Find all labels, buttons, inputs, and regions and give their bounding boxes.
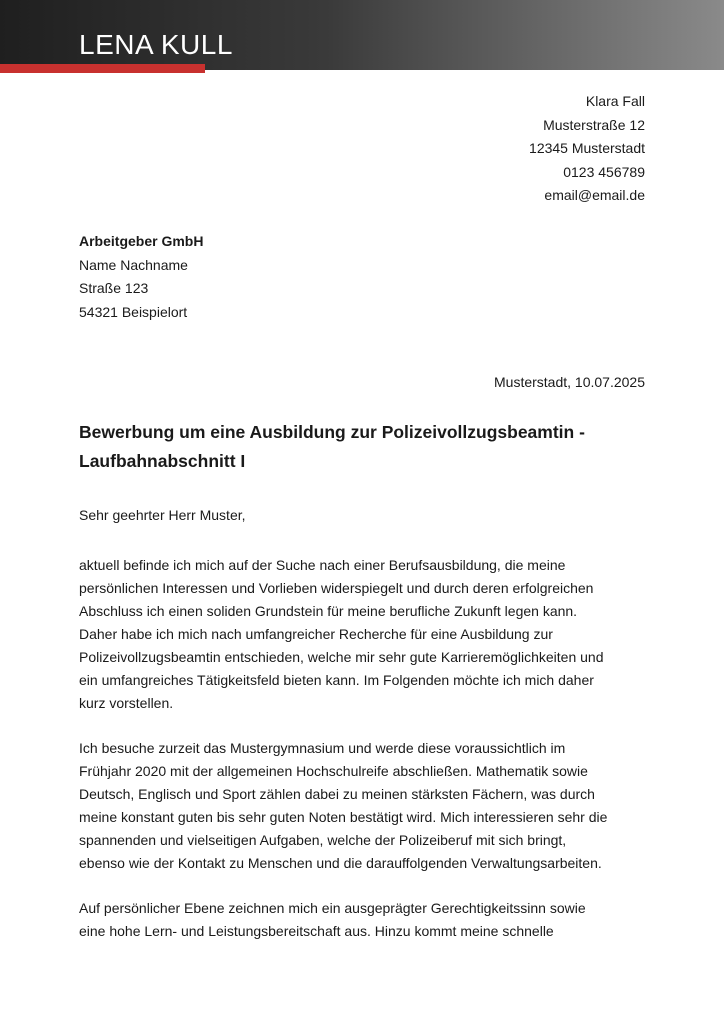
body-paragraph (79, 737, 647, 875)
recipient-city: 54321 Beispielort (79, 303, 188, 320)
body-line: Deutsch, Englisch und Sport zählen dabei zu meinen stärksten Fächern, was durch (79, 786, 595, 802)
applicant-name-heading: LENA KULL (79, 29, 233, 60)
body-line: spannenden und vielseitigen Aufgaben, welche der Polizeiberuf mit sich bringt, (79, 832, 567, 848)
body-paragraph (79, 554, 647, 715)
subject-line: Laufbahnabschnitt I (79, 451, 246, 471)
body-line: aktuell befinde ich mich auf der Suche nach einer Berufsausbildung, die meine (79, 557, 566, 573)
body-line: Frühjahr 2020 mit der allgemeinen Hochschulreife abschließen. Mathematik sowie (79, 763, 588, 779)
body-line: meine konstant guten bis sehr guten Noten bestätigt wird. Mich interessieren sehr die (79, 809, 608, 825)
header-accent-bar (0, 64, 205, 73)
sender-address-block (529, 90, 645, 208)
subject-line: Bewerbung um eine Ausbildung zur Polizeivollzugsbeamtin - (79, 422, 585, 442)
recipient-street: Straße 123 (79, 280, 149, 296)
body-line: Ich besuche zurzeit das Mustergymnasium und werde diese voraussichtlich im (79, 740, 566, 756)
salutation: Sehr geehrter Herr Muster, (79, 507, 246, 523)
recipient-contact: Name Nachname (79, 256, 188, 273)
body-line: kurz vorstellen. (79, 695, 174, 711)
sender-name: Klara Fall (585, 93, 645, 109)
body-line: Polizeivollzugsbeamtin entschieden, welche mir sehr gute Karrieremöglichkeiten und (79, 649, 604, 665)
body-line: ebenso wie der Kontakt zu Menschen und die darauffolgenden Verwaltungsarbeiten. (79, 855, 602, 871)
body-line: Abschluss ich einen soliden Grundstein für meine berufliche Zukunft legen kann. (79, 603, 578, 619)
body-line: eine hohe Lern- und Leistungsbereitschaft aus. Hinzu kommt meine schnelle (79, 923, 554, 939)
body-line: Daher habe ich mich nach umfangreicher Recherche für eine Ausbildung zur (79, 626, 553, 642)
sender-email: email@email.de (544, 187, 645, 203)
recipient-address-block (79, 230, 203, 324)
body-line: persönlichen Interessen und Vorlieben widerspiegelt und durch deren erfolgreichen (79, 580, 594, 596)
letter-subject (79, 418, 649, 476)
body-line: ein umfangreiches Tätigkeitsfeld bieten kann. Im Folgenden möchte ich mich daher (79, 672, 594, 688)
sender-street: Musterstraße 12 (543, 116, 645, 133)
sender-city: 12345 Musterstadt (529, 140, 645, 156)
letter-date: Musterstadt, 10.07.2025 (494, 374, 645, 390)
body-line: Auf persönlicher Ebene zeichnen mich ein ausgeprägter Gerechtigkeitssinn sowie (79, 900, 586, 916)
recipient-company: Arbeitgeber GmbH (79, 233, 204, 249)
letter-body (79, 554, 647, 965)
body-paragraph (79, 897, 647, 943)
sender-phone: 0123 456789 (563, 163, 645, 180)
